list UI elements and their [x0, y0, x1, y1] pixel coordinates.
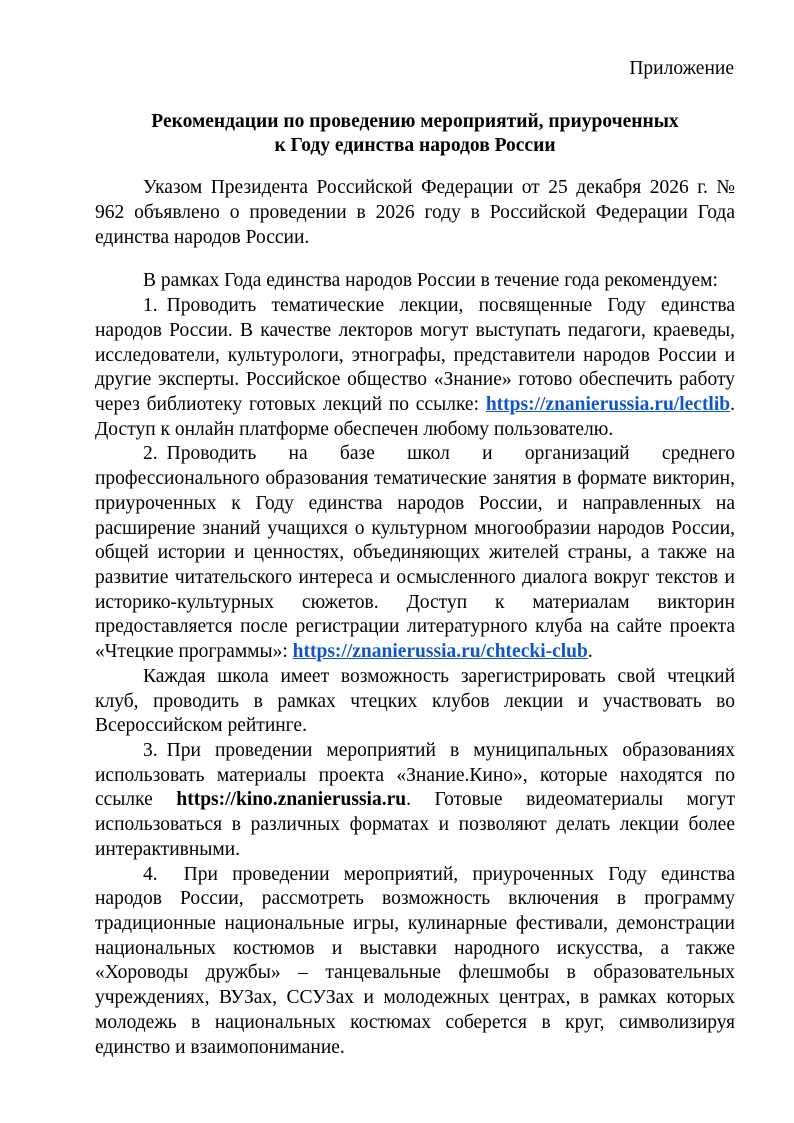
- list-item-1-number: 1.: [143, 295, 158, 317]
- list-item-1-text-before-link: Проводить тематические лекции, посвященные Году единства народов России. В качестве лекторов могут выступать педагоги, краеведы, исследователи, культурологи, этнографы, представители народов России и другие эксперты. Российское общество «Знание» готово обеспечить работу через библиотеку готовых лекций по ссылке:: [95, 295, 735, 415]
- appendix-label: Приложение: [629, 58, 734, 79]
- lectlib-link[interactable]: https://znanierussia.ru/lectlib: [485, 393, 731, 415]
- list-item-4-number: 4.: [143, 863, 158, 885]
- list-item-3: [95, 739, 735, 863]
- list-item-2-text-before-link: Проводить на базе школ и организаций среднего профессионального образования тематические занятия в формате викторин, приуроченных к Году единства народов России, и направленных на расширение знаний учащихся о культурном многообразии народов России, общей истории и ценностях, объединяющих жителей страны, а также на развитие читательского интереса и осмысленного диалога вокруг текстов и историко-культурных сюжетов. Доступ к материалам викторин предоставляется после регистрации литературного клуба на сайте проекта «Чтецкие программы»:: [95, 443, 735, 663]
- list-item-3-text-after-link: . Готовые видеоматериалы могут использоваться в различных форматах и позволяют делать лекции более интерактивными.: [95, 789, 735, 860]
- list-item-1: [95, 294, 735, 442]
- page-title-line-2: к Году единства народов России: [274, 134, 556, 156]
- chtecki-club-link[interactable]: https://znanierussia.ru/chtecki-club: [292, 641, 588, 663]
- list-item-1-text-after-link: . Доступ к онлайн платформе обеспечен любому пользователю.: [95, 393, 735, 440]
- kino-link[interactable]: https://kino.znanierussia.ru: [176, 789, 407, 811]
- list-item-2-text-after-link: .: [587, 641, 593, 663]
- list-item-4: [95, 863, 735, 1061]
- note-paragraph: Каждая школа имеет возможность зарегистрировать свой чтецкий клуб, проводить в рамках чтецких клубов лекции и участвовать во Всероссийском рейтинге.: [95, 665, 735, 737]
- page-title-line-1: Рекомендации по проведению мероприятий, приуроченных: [151, 111, 679, 133]
- list-item-4-text-before-link: При проведении мероприятий, приуроченных Году единства народов России, рассмотреть возможность включения в программу традиционные национальные игры, кулинарные фестивали, демонстрации национальных костюмов и выставки народного искусства, а также «Хороводы дружбы» – танцевальные флешмобы в образовательных учреждениях, ВУЗах, ССУЗах и молодежных центрах, в рамках которых молодежь в национальных костюмах соберется в круг, символизируя единство и взаимопонимание.: [95, 863, 735, 1058]
- list-item-3-number: 3.: [143, 740, 158, 762]
- list-item-2: [95, 442, 735, 664]
- page-title: [95, 110, 735, 157]
- list-item-3-text-before-link: При проведении мероприятий в муниципальных образованиях использовать материалы проекта «Знание.Кино», которые находятся по ссылке: [95, 740, 735, 811]
- lead-in-paragraph: В рамках Года единства народов России в течение года рекомендуем:: [143, 270, 718, 292]
- intro-paragraph: Указом Президента Российской Федерации от 25 декабря 2026 г. № 962 объявлено о проведении в 2026 году в Российской Федерации Года единства народов России.: [95, 177, 735, 248]
- list-item-2-number: 2.: [143, 443, 158, 465]
